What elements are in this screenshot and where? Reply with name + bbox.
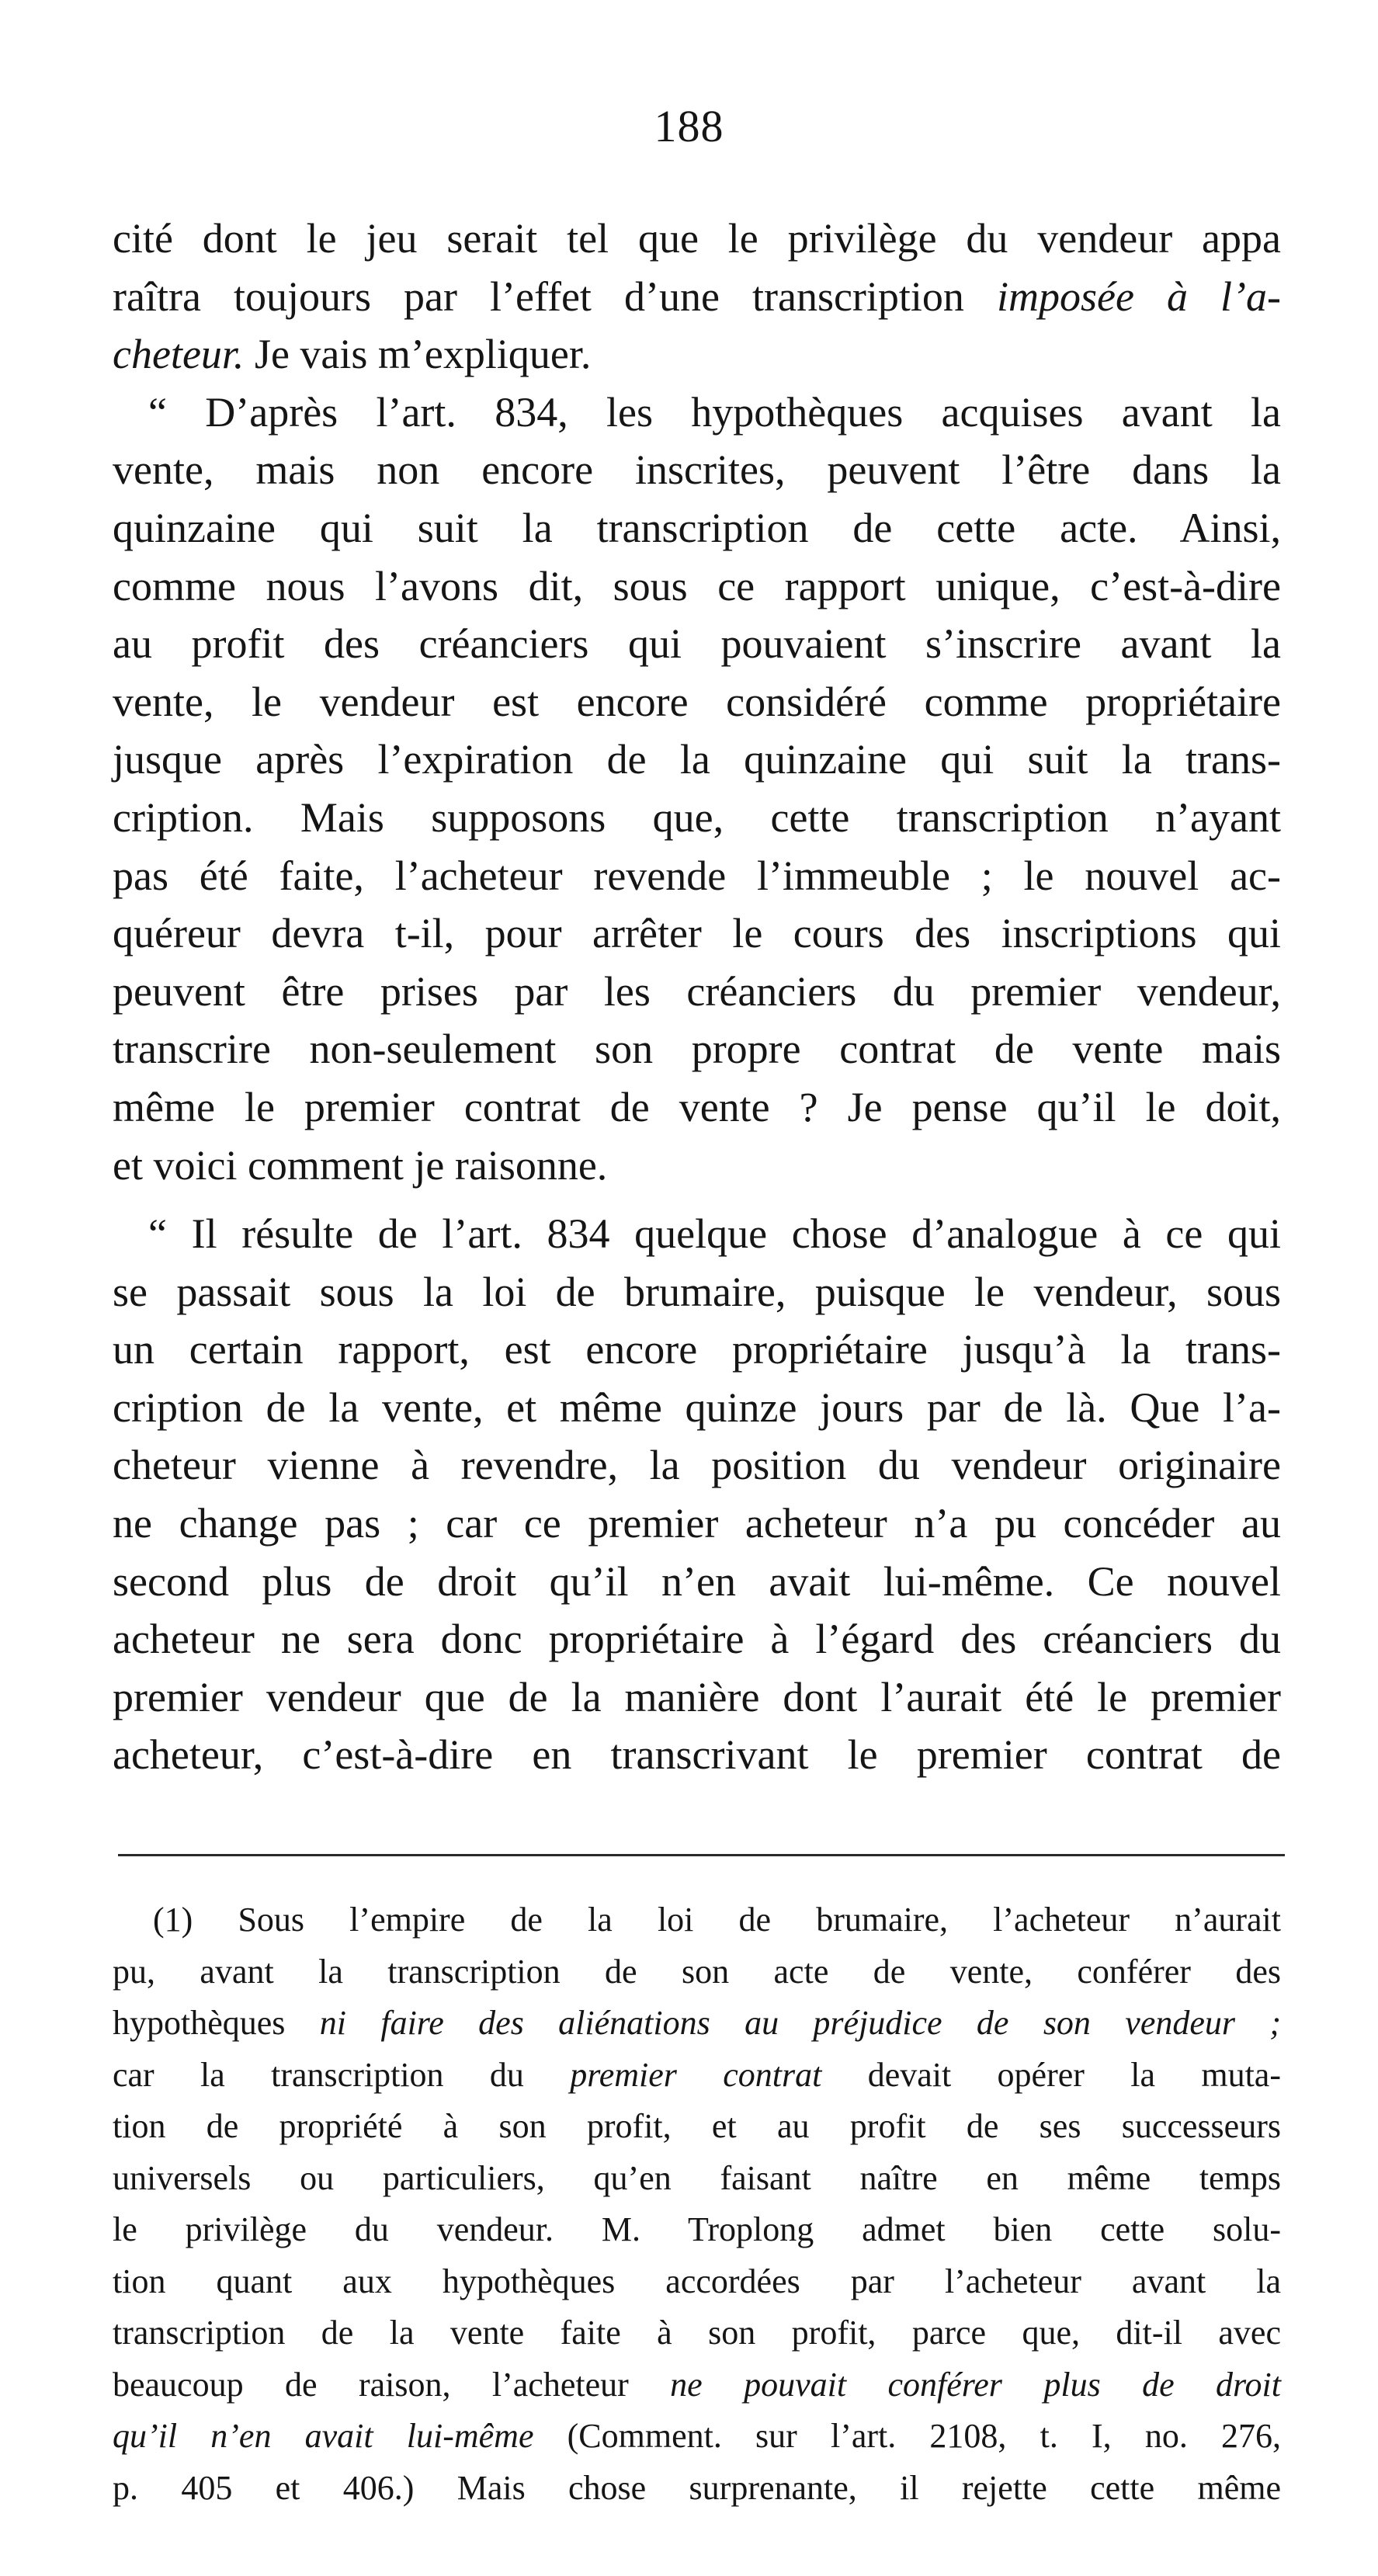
text-line <box>113 210 1281 268</box>
text-run: acheteur, c’est-à-dire en transcrivant le premier contrat de <box>113 1731 1281 1779</box>
text-run: le privilège du vendeur. M. Troplong admet bien cette solu- <box>113 2210 1281 2248</box>
text-run: cription. Mais supposons que, cette transcription n’ayant <box>113 793 1281 841</box>
text-run: acheteur ne sera donc propriétaire à l’égard des créanciers du <box>113 1616 1281 1663</box>
text-run: vente, le vendeur est encore considéré comme propriétaire <box>113 678 1281 725</box>
footnote-line <box>113 2050 1281 2102</box>
text-run: devait opérer la muta- <box>821 2055 1281 2094</box>
text-run: p. 405 et 406.) Mais chose surprenante, il rejette cette même <box>113 2468 1281 2507</box>
text-run: hypothèques <box>113 2004 320 2042</box>
text-line <box>113 1078 1281 1137</box>
text-run: jusque après l’expiration de la quinzaine qui suit la trans- <box>113 736 1281 783</box>
italic-text: ni faire des aliénations au préjudice de son vendeur ; <box>319 2004 1282 2042</box>
text-line <box>113 731 1281 789</box>
paragraph-gap <box>113 1194 1281 1205</box>
text-line <box>113 268 1281 326</box>
text-run: vente, mais non encore inscrites, peuvent l’être dans la <box>113 446 1281 494</box>
text-line <box>113 1436 1281 1495</box>
footnote-block <box>113 1894 1281 2514</box>
text-run: second plus de droit qu’il n’en avait lui-même. Ce nouvel <box>113 1557 1281 1605</box>
footnote-line <box>113 2256 1281 2308</box>
text-run: transcrire non-seulement son propre contrat de vente mais <box>113 1026 1281 1073</box>
text-line <box>113 325 1281 384</box>
text-run: (Comment. sur l’art. 2108, t. I, no. 276, <box>533 2417 1281 2455</box>
text-run: pas été faite, l’acheteur revende l’immeuble ; le nouvel ac- <box>113 852 1281 899</box>
text-line <box>113 1379 1281 1437</box>
text-line <box>113 384 1281 442</box>
text-line <box>113 1495 1281 1553</box>
text-line <box>113 1610 1281 1668</box>
footnote-separator <box>118 1854 1285 1856</box>
text-run: raîtra toujours par l’effet d’une transcription <box>113 273 997 320</box>
footnote-line <box>113 1946 1281 1998</box>
text-run: pu, avant la transcription de son acte de vente, conférer des <box>113 1952 1281 1991</box>
footnote-line <box>113 2204 1281 2256</box>
italic-text: imposée à l’a- <box>996 273 1281 320</box>
footnote-line <box>113 2463 1281 2515</box>
text-run: (1) Sous l’empire de la loi de brumaire, l’acheteur n’aurait <box>153 1901 1281 1939</box>
text-run: peuvent être prises par les créanciers du premier vendeur, <box>113 967 1281 1015</box>
text-line <box>113 1205 1281 1263</box>
text-run: quinzaine qui suit la transcription de cette acte. Ainsi, <box>113 504 1281 551</box>
text-run: universels ou particuliers, qu’en faisant naître en même temps <box>113 2158 1281 2197</box>
text-run: Je vais m’expliquer. <box>244 331 592 378</box>
italic-text: cheteur. <box>113 331 245 378</box>
text-line <box>113 615 1281 673</box>
italic-text: qu’il n’en avait lui-même <box>113 2417 534 2455</box>
text-line <box>113 673 1281 731</box>
footnote-line <box>113 1998 1281 2050</box>
text-line <box>113 1553 1281 1611</box>
footnote-line <box>113 2153 1281 2205</box>
text-run: “ D’après l’art. 834, les hypothèques acquises avant la <box>148 388 1281 436</box>
text-run: et voici comment je raisonne. <box>113 1141 608 1189</box>
text-run: beaucoup de raison, l’acheteur <box>113 2365 671 2404</box>
text-run: cription de la vente, et même quinze jours par de là. Que l’a- <box>113 1383 1281 1431</box>
text-run: même le premier contrat de vente ? Je pense qu’il le doit, <box>113 1083 1281 1130</box>
text-line <box>113 441 1281 499</box>
footnote-line <box>113 1894 1281 1946</box>
text-run: comme nous l’avons dit, sous ce rapport unique, c’est-à-dire <box>113 562 1281 609</box>
text-line <box>113 1668 1281 1727</box>
italic-text: ne pouvait conférer plus de droit <box>670 2365 1281 2404</box>
text-line <box>113 847 1281 905</box>
text-line <box>113 963 1281 1021</box>
text-run: quéreur devra t-il, pour arrêter le cours des inscriptions qui <box>113 910 1281 957</box>
text-run: ne change pas ; car ce premier acheteur n’a pu concéder au <box>113 1500 1281 1547</box>
body-text <box>113 210 1281 1784</box>
text-run: un certain rapport, est encore propriétaire jusqu’à la trans- <box>113 1326 1281 1373</box>
text-run: se passait sous la loi de brumaire, puisque le vendeur, sous <box>113 1268 1281 1315</box>
text-line <box>113 904 1281 963</box>
text-run: car la transcription du <box>113 2055 571 2094</box>
footnote-line <box>113 2411 1281 2463</box>
text-line <box>113 1726 1281 1784</box>
text-run: cité dont le jeu serait tel que le privilège du vendeur appa <box>113 215 1281 262</box>
text-run: tion de propriété à son profit, et au profit de ses successeurs <box>113 2107 1281 2145</box>
page-number: 188 <box>654 101 724 151</box>
text-run: au profit des créanciers qui pouvaient s’inscrire avant la <box>113 620 1281 668</box>
footnote-line <box>113 2359 1281 2411</box>
text-run: tion quant aux hypothèques accordées par l’acheteur avant la <box>113 2262 1281 2300</box>
text-line <box>113 499 1281 557</box>
text-line <box>113 1321 1281 1379</box>
italic-text: premier contrat <box>570 2055 822 2094</box>
text-line <box>113 1137 1281 1195</box>
text-run: cheteur vienne à revendre, la position du vendeur originaire <box>113 1442 1281 1489</box>
text-line <box>113 1263 1281 1321</box>
text-run: transcription de la vente faite à son profit, parce que, dit-il avec <box>113 2314 1281 2352</box>
text-line <box>113 1020 1281 1078</box>
text-line <box>113 789 1281 847</box>
footnote-line <box>113 2307 1281 2359</box>
footnote-line <box>113 2101 1281 2153</box>
text-line <box>113 557 1281 616</box>
text-run: “ Il résulte de l’art. 834 quelque chose d’analogue à ce qui <box>148 1210 1281 1258</box>
text-run: premier vendeur que de la manière dont l’aurait été le premier <box>113 1673 1281 1720</box>
